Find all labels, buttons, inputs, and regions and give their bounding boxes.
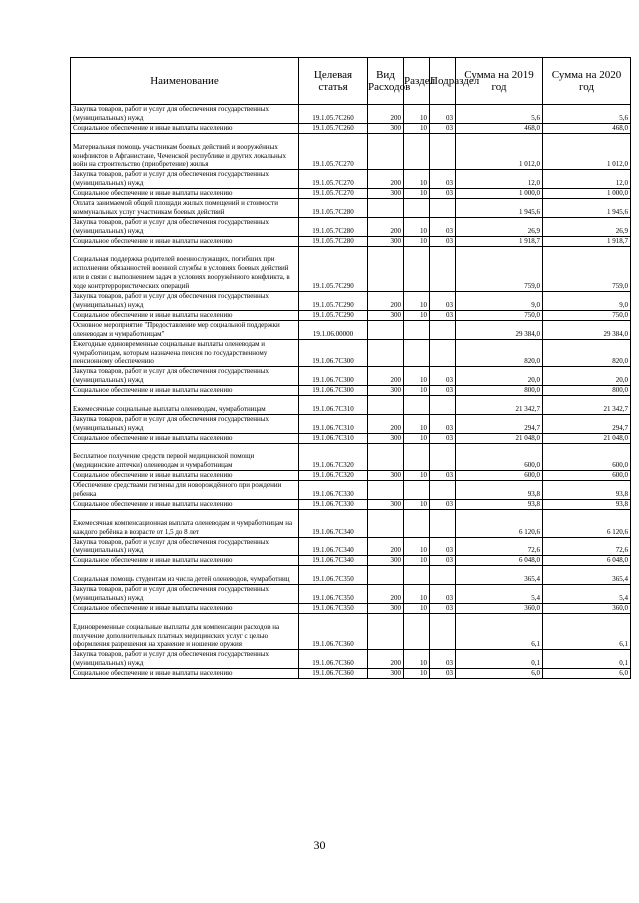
header-sum-2019: Сумма на 2019 год — [456, 58, 543, 105]
row-sum-2019: 21 342,7 — [456, 396, 543, 415]
row-target-article: 19.1.05.7С260 — [299, 123, 368, 133]
row-target-article: 19.1.06.7С320 — [299, 471, 368, 481]
table-row — [71, 123, 631, 133]
header-expense-type: Вид Расходов — [368, 58, 404, 105]
row-sum-2020: 1 918,7 — [543, 236, 631, 246]
row-sum-2019: 20,0 — [456, 367, 543, 386]
row-section: 10 — [404, 170, 430, 189]
row-expense-type: 300 — [368, 499, 404, 509]
row-sum-2019: 820,0 — [456, 339, 543, 367]
row-target-article: 19.1.06.00000 — [299, 320, 368, 339]
row-target-article: 19.1.06.7С350 — [299, 603, 368, 613]
row-expense-type: 300 — [368, 556, 404, 566]
row-name: Единовременные социальные выплаты для компенсации расходов на получение дополнительных платных медицинских услуг с целью оформления разрешения на хранение и ношение оружия — [71, 613, 299, 650]
table-row — [71, 669, 631, 679]
table-row — [71, 367, 631, 386]
row-sum-2020: 26,9 — [543, 217, 631, 236]
row-name: Социальная поддержка родителей военнослужащих, погибших при исполнении обязанностей военной службы в условиях боевых действий или в связи с выполнением задач в условиях вооружённого конфликта, в ходе контртеррористических операций — [71, 246, 299, 292]
row-name: Бесплатное получение средств первой медицинской помощи (медицинские аптечки) оленеводам и чумработницам — [71, 443, 299, 471]
row-sum-2019: 800,0 — [456, 386, 543, 396]
row-section — [404, 613, 430, 650]
row-subsection: 03 — [430, 414, 456, 433]
row-name: Ежегодные единовременные социальные выплаты оленеводам и чумработницам, которым назначена пенсия по государственному пенсионному обеспечению — [71, 339, 299, 367]
row-section: 10 — [404, 123, 430, 133]
row-subsection: 03 — [430, 556, 456, 566]
table-row — [71, 246, 631, 292]
row-target-article: 19.1.06.7С340 — [299, 509, 368, 537]
row-sum-2020: 750,0 — [543, 310, 631, 320]
row-name: Закупка товаров, работ и услуг для обеспечения государственных (муниципальных) нужд — [71, 217, 299, 236]
row-target-article: 19.1.05.7С290 — [299, 310, 368, 320]
row-target-article: 19.1.06.7С360 — [299, 669, 368, 679]
table-row — [71, 613, 631, 650]
row-name: Ежемесячные социальные выплаты оленеводам, чумработницам — [71, 396, 299, 415]
row-name: Социальное обеспечение и иные выплаты населению — [71, 236, 299, 246]
row-target-article: 19.1.05.7С270 — [299, 170, 368, 189]
table-row — [71, 556, 631, 566]
row-expense-type — [368, 320, 404, 339]
row-section: 10 — [404, 292, 430, 311]
row-name: Социальное обеспечение и иные выплаты населению — [71, 310, 299, 320]
row-expense-type — [368, 613, 404, 650]
row-target-article: 19.1.06.7С330 — [299, 481, 368, 500]
row-sum-2020: 600,0 — [543, 443, 631, 471]
table-row — [71, 386, 631, 396]
row-expense-type: 200 — [368, 105, 404, 124]
row-sum-2019: 468,0 — [456, 123, 543, 133]
row-section — [404, 396, 430, 415]
row-name: Ежемесячная компенсационная выплата оленеводам и чумработницам на каждого ребёнка в возрасте от 1,5 до 8 лет — [71, 509, 299, 537]
row-sum-2020: 72,6 — [543, 537, 631, 556]
row-target-article: 19.1.06.7С330 — [299, 499, 368, 509]
budget-table — [70, 57, 631, 679]
table-row — [71, 650, 631, 669]
row-subsection: 03 — [430, 386, 456, 396]
row-name: Социальная помощь студентам из числа детей оленеводов, чумработниц — [71, 566, 299, 585]
row-subsection — [430, 613, 456, 650]
row-name: Социальное обеспечение и иные выплаты населению — [71, 471, 299, 481]
row-sum-2019: 5,4 — [456, 585, 543, 604]
row-subsection: 03 — [430, 236, 456, 246]
header-subsection: Подраздел — [430, 58, 456, 105]
row-target-article: 19.1.05.7С290 — [299, 292, 368, 311]
row-subsection: 03 — [430, 433, 456, 443]
row-section: 10 — [404, 603, 430, 613]
row-name: Закупка товаров, работ и услуг для обеспечения государственных (муниципальных) нужд — [71, 367, 299, 386]
row-section: 10 — [404, 217, 430, 236]
row-section — [404, 566, 430, 585]
row-sum-2019: 6,0 — [456, 669, 543, 679]
table-row — [71, 471, 631, 481]
row-subsection — [430, 320, 456, 339]
table-row — [71, 339, 631, 367]
row-subsection: 03 — [430, 292, 456, 311]
row-name: Социальное обеспечение и иные выплаты населению — [71, 669, 299, 679]
table-row — [71, 170, 631, 189]
row-sum-2020: 600,0 — [543, 471, 631, 481]
row-name: Закупка товаров, работ и услуг для обеспечения государственных (муниципальных) нужд — [71, 650, 299, 669]
header-sum-2020: Сумма на 2020 год — [543, 58, 631, 105]
row-section — [404, 320, 430, 339]
row-sum-2020: 6 048,0 — [543, 556, 631, 566]
row-target-article: 19.1.06.7С350 — [299, 566, 368, 585]
row-name: Социальное обеспечение и иные выплаты населению — [71, 433, 299, 443]
row-subsection: 03 — [430, 217, 456, 236]
row-subsection: 03 — [430, 537, 456, 556]
row-expense-type: 200 — [368, 537, 404, 556]
row-sum-2020: 5,4 — [543, 585, 631, 604]
header-target-article: Целевая статья — [299, 58, 368, 105]
table-row — [71, 509, 631, 537]
row-section: 10 — [404, 669, 430, 679]
row-name: Обеспечение средствами гигиены для новорождённого при рождении ребенка — [71, 481, 299, 500]
row-section: 10 — [404, 414, 430, 433]
row-sum-2020: 29 384,0 — [543, 320, 631, 339]
table-row — [71, 443, 631, 471]
row-name: Закупка товаров, работ и услуг для обеспечения государственных (муниципальных) нужд — [71, 170, 299, 189]
row-sum-2019: 360,0 — [456, 603, 543, 613]
header-name: Наименование — [71, 58, 299, 105]
row-sum-2020: 21 048,0 — [543, 433, 631, 443]
row-section: 10 — [404, 471, 430, 481]
row-section — [404, 199, 430, 218]
row-sum-2019: 0,1 — [456, 650, 543, 669]
row-subsection: 03 — [430, 310, 456, 320]
row-expense-type — [368, 443, 404, 471]
row-name: Основное мероприятие "Предоставление мер социальной поддержки оленеводам и чумработницам" — [71, 320, 299, 339]
row-sum-2020: 360,0 — [543, 603, 631, 613]
row-sum-2019: 600,0 — [456, 443, 543, 471]
row-name: Социальное обеспечение и иные выплаты населению — [71, 603, 299, 613]
row-section: 10 — [404, 367, 430, 386]
row-name: Социальное обеспечение и иные выплаты населению — [71, 123, 299, 133]
page-number: 30 — [313, 838, 326, 852]
row-sum-2019: 365,4 — [456, 566, 543, 585]
row-name: Социальное обеспечение и иные выплаты населению — [71, 189, 299, 199]
row-sum-2020: 6,0 — [543, 669, 631, 679]
row-sum-2020: 6,1 — [543, 613, 631, 650]
row-sum-2019: 6 048,0 — [456, 556, 543, 566]
row-section: 10 — [404, 189, 430, 199]
row-expense-type — [368, 199, 404, 218]
table-row — [71, 217, 631, 236]
row-target-article: 19.1.06.7С360 — [299, 650, 368, 669]
table-row — [71, 189, 631, 199]
row-sum-2020: 6 120,6 — [543, 509, 631, 537]
table-row — [71, 396, 631, 415]
row-expense-type: 200 — [368, 170, 404, 189]
row-sum-2019: 750,0 — [456, 310, 543, 320]
row-sum-2020: 9,0 — [543, 292, 631, 311]
table-row — [71, 585, 631, 604]
row-expense-type — [368, 133, 404, 170]
row-subsection: 03 — [430, 669, 456, 679]
row-expense-type — [368, 339, 404, 367]
row-expense-type: 200 — [368, 292, 404, 311]
row-target-article: 19.1.06.7С300 — [299, 367, 368, 386]
row-section: 10 — [404, 585, 430, 604]
table-row — [71, 292, 631, 311]
row-target-article: 19.1.06.7С300 — [299, 339, 368, 367]
row-sum-2019: 93,8 — [456, 499, 543, 509]
row-expense-type — [368, 481, 404, 500]
row-expense-type: 300 — [368, 236, 404, 246]
row-sum-2019: 26,9 — [456, 217, 543, 236]
row-section: 10 — [404, 105, 430, 124]
row-expense-type — [368, 246, 404, 292]
row-subsection — [430, 396, 456, 415]
row-section — [404, 246, 430, 292]
row-subsection — [430, 199, 456, 218]
row-expense-type: 300 — [368, 310, 404, 320]
row-target-article: 19.1.06.7С350 — [299, 585, 368, 604]
row-sum-2020: 0,1 — [543, 650, 631, 669]
row-expense-type: 200 — [368, 217, 404, 236]
row-expense-type: 300 — [368, 189, 404, 199]
row-subsection — [430, 246, 456, 292]
row-expense-type: 300 — [368, 433, 404, 443]
row-target-article: 19.1.05.7С280 — [299, 199, 368, 218]
row-name: Закупка товаров, работ и услуг для обеспечения государственных (муниципальных) нужд — [71, 537, 299, 556]
row-subsection — [430, 339, 456, 367]
row-subsection: 03 — [430, 650, 456, 669]
row-subsection — [430, 566, 456, 585]
row-sum-2020: 468,0 — [543, 123, 631, 133]
row-expense-type: 300 — [368, 386, 404, 396]
row-section — [404, 443, 430, 471]
table-row — [71, 499, 631, 509]
row-target-article: 19.1.06.7С310 — [299, 396, 368, 415]
row-target-article: 19.1.06.7С300 — [299, 386, 368, 396]
row-target-article: 19.1.06.7С310 — [299, 414, 368, 433]
row-target-article: 19.1.06.7С310 — [299, 433, 368, 443]
row-subsection: 03 — [430, 105, 456, 124]
row-section: 10 — [404, 499, 430, 509]
table-row — [71, 566, 631, 585]
row-sum-2019: 1 012,0 — [456, 133, 543, 170]
row-subsection: 03 — [430, 471, 456, 481]
row-expense-type: 200 — [368, 414, 404, 433]
row-section — [404, 481, 430, 500]
row-section: 10 — [404, 433, 430, 443]
row-expense-type: 300 — [368, 669, 404, 679]
row-sum-2019: 6 120,6 — [456, 509, 543, 537]
row-name: Оплата занимаемой общей площади жилых помещений и стоимости коммунальных услуг участникам боевых действий — [71, 199, 299, 218]
row-section: 10 — [404, 650, 430, 669]
row-sum-2020: 294,7 — [543, 414, 631, 433]
row-target-article: 19.1.05.7С280 — [299, 236, 368, 246]
table-row — [71, 414, 631, 433]
row-expense-type: 300 — [368, 471, 404, 481]
row-sum-2019: 29 384,0 — [456, 320, 543, 339]
row-sum-2020: 93,8 — [543, 499, 631, 509]
row-sum-2020: 1 945,6 — [543, 199, 631, 218]
table-row — [71, 236, 631, 246]
row-sum-2020: 1 000,0 — [543, 189, 631, 199]
row-section — [404, 339, 430, 367]
row-sum-2020: 1 012,0 — [543, 133, 631, 170]
row-sum-2020: 820,0 — [543, 339, 631, 367]
table-row — [71, 433, 631, 443]
row-sum-2019: 600,0 — [456, 471, 543, 481]
row-subsection: 03 — [430, 123, 456, 133]
row-name: Закупка товаров, работ и услуг для обеспечения государственных (муниципальных) нужд — [71, 585, 299, 604]
row-expense-type: 300 — [368, 603, 404, 613]
row-sum-2019: 72,6 — [456, 537, 543, 556]
row-subsection — [430, 133, 456, 170]
header-row — [71, 58, 631, 105]
row-section: 10 — [404, 386, 430, 396]
row-section: 10 — [404, 537, 430, 556]
table-row — [71, 320, 631, 339]
row-section: 10 — [404, 310, 430, 320]
row-subsection: 03 — [430, 499, 456, 509]
table-row — [71, 537, 631, 556]
row-sum-2019: 759,0 — [456, 246, 543, 292]
row-target-article: 19.1.06.7С360 — [299, 613, 368, 650]
row-target-article: 19.1.06.7С340 — [299, 537, 368, 556]
row-name: Социальное обеспечение и иные выплаты населению — [71, 499, 299, 509]
row-target-article: 19.1.06.7С320 — [299, 443, 368, 471]
row-sum-2019: 5,6 — [456, 105, 543, 124]
row-name: Социальное обеспечение и иные выплаты населению — [71, 556, 299, 566]
row-sum-2019: 9,0 — [456, 292, 543, 311]
table-row — [71, 199, 631, 218]
header-section: Раздел — [404, 58, 430, 105]
table-row — [71, 105, 631, 124]
row-target-article: 19.1.05.7С270 — [299, 189, 368, 199]
row-sum-2019: 6,1 — [456, 613, 543, 650]
row-name: Закупка товаров, работ и услуг для обеспечения государственных (муниципальных) нужд — [71, 414, 299, 433]
row-expense-type — [368, 509, 404, 537]
row-subsection: 03 — [430, 367, 456, 386]
row-target-article: 19.1.05.7С280 — [299, 217, 368, 236]
row-sum-2019: 1 000,0 — [456, 189, 543, 199]
row-sum-2020: 20,0 — [543, 367, 631, 386]
row-sum-2020: 365,4 — [543, 566, 631, 585]
row-expense-type: 300 — [368, 123, 404, 133]
row-section: 10 — [404, 556, 430, 566]
row-sum-2019: 12,0 — [456, 170, 543, 189]
row-sum-2020: 800,0 — [543, 386, 631, 396]
table-row — [71, 481, 631, 500]
row-sum-2019: 1 918,7 — [456, 236, 543, 246]
table-row — [71, 603, 631, 613]
row-subsection: 03 — [430, 585, 456, 604]
row-target-article: 19.1.05.7С270 — [299, 133, 368, 170]
row-name: Закупка товаров, работ и услуг для обеспечения государственных (муниципальных) нужд — [71, 105, 299, 124]
row-section — [404, 509, 430, 537]
row-sum-2019: 93,8 — [456, 481, 543, 500]
row-sum-2020: 93,8 — [543, 481, 631, 500]
row-target-article: 19.1.05.7С260 — [299, 105, 368, 124]
row-name: Социальное обеспечение и иные выплаты населению — [71, 386, 299, 396]
row-expense-type: 200 — [368, 585, 404, 604]
row-subsection — [430, 481, 456, 500]
row-section: 10 — [404, 236, 430, 246]
row-sum-2019: 294,7 — [456, 414, 543, 433]
row-subsection — [430, 509, 456, 537]
row-name: Закупка товаров, работ и услуг для обеспечения государственных (муниципальных) нужд — [71, 292, 299, 311]
row-sum-2019: 1 945,6 — [456, 199, 543, 218]
row-target-article: 19.1.05.7С290 — [299, 246, 368, 292]
row-sum-2020: 759,0 — [543, 246, 631, 292]
row-sum-2020: 5,6 — [543, 105, 631, 124]
row-subsection: 03 — [430, 603, 456, 613]
row-name: Материальная помощь участникам боевых действий и вооружённых конфликтов в Афганистане, Чеченской республике и других локальных войн на строительство (приобретение) жилья — [71, 133, 299, 170]
row-sum-2020: 21 342,7 — [543, 396, 631, 415]
row-expense-type — [368, 566, 404, 585]
table-body — [71, 105, 631, 679]
table-row — [71, 310, 631, 320]
row-expense-type — [368, 396, 404, 415]
row-target-article: 19.1.06.7С340 — [299, 556, 368, 566]
row-expense-type: 200 — [368, 650, 404, 669]
row-section — [404, 133, 430, 170]
table-row — [71, 133, 631, 170]
row-subsection: 03 — [430, 189, 456, 199]
row-expense-type: 200 — [368, 367, 404, 386]
row-subsection: 03 — [430, 170, 456, 189]
row-subsection — [430, 443, 456, 471]
row-sum-2020: 12,0 — [543, 170, 631, 189]
row-sum-2019: 21 048,0 — [456, 433, 543, 443]
